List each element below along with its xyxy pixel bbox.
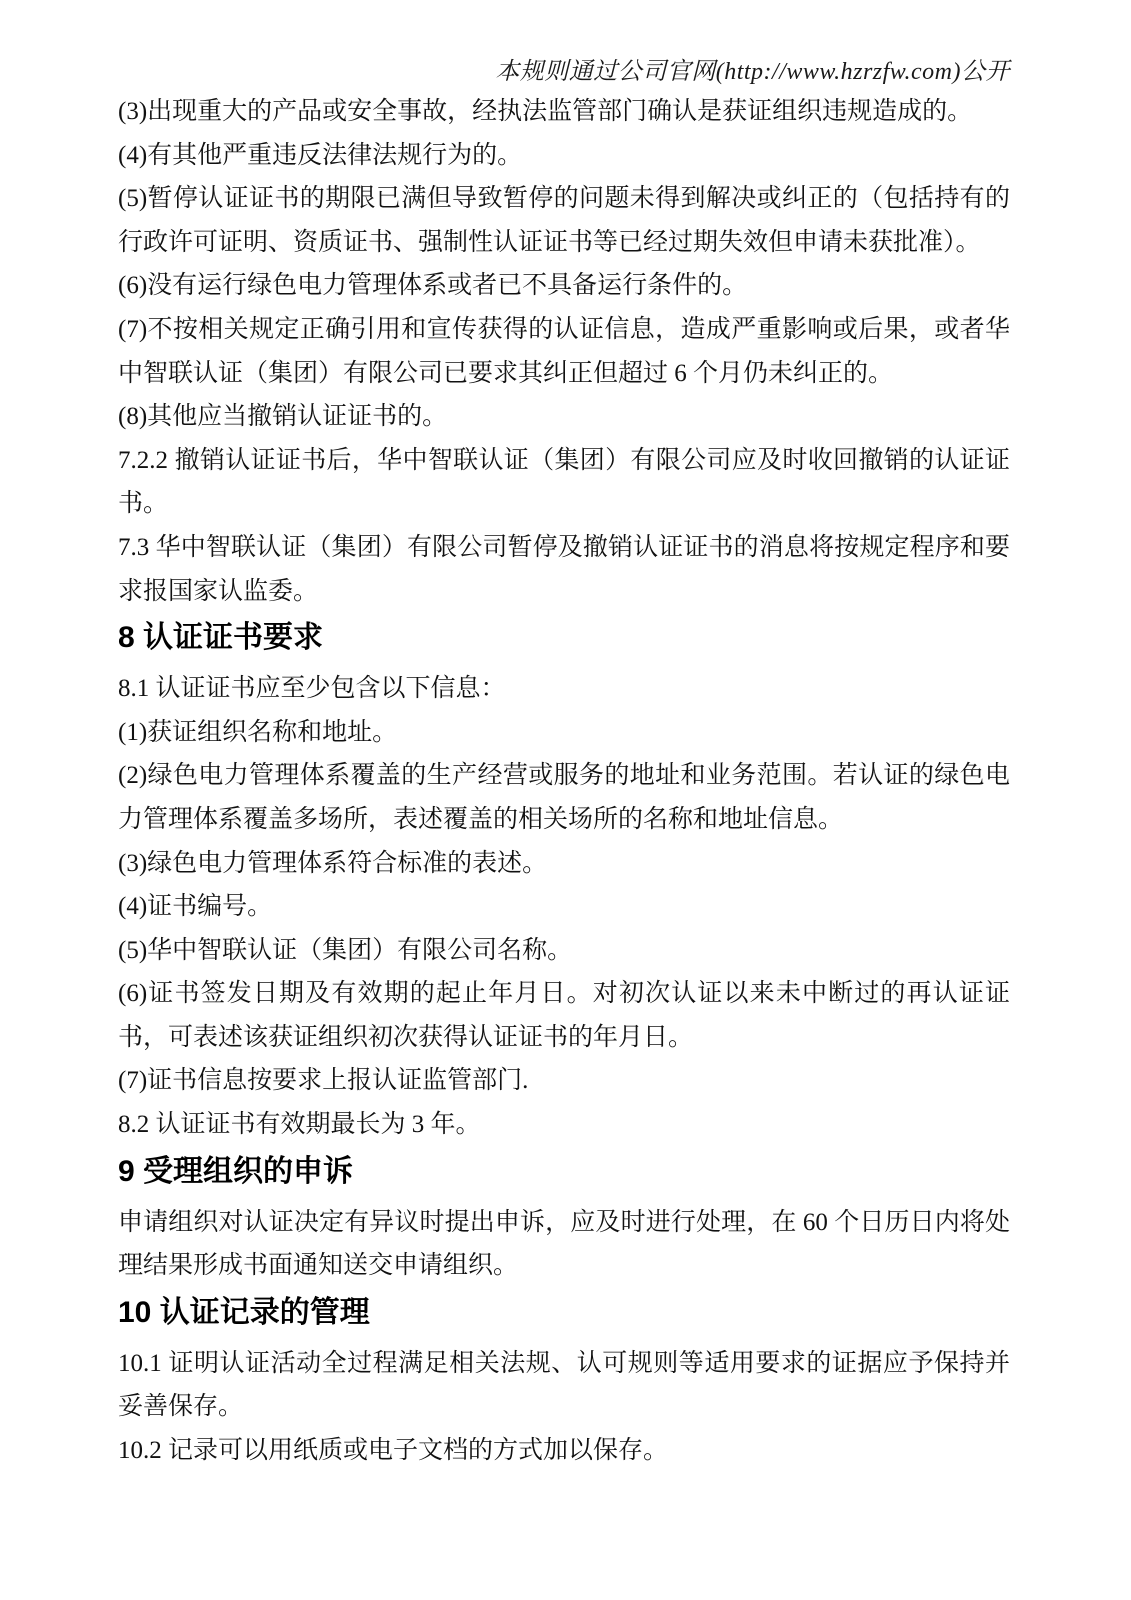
paragraph-cert-item-5: (5)华中智联认证（集团）有限公司名称。 xyxy=(118,936,573,964)
paragraph-item-5: (5)暂停认证证书的期限已满但导致暂停的问题未得到解决或纠正的（包括持有的行政许可证明、资质证书、强制性认证证书等已经过期失效但申请未获批准）。 xyxy=(118,185,1010,256)
paragraph-item-7: (7)不按相关规定正确引用和宣传获得的认证信息，造成严重影响或后果，或者华中智联认证（集团）有限公司已要求其纠正但超过 6 个月仍未纠正的。 xyxy=(118,315,1010,387)
paragraph-cert-item-1: (1)获证组织名称和地址。 xyxy=(118,718,398,746)
section-heading-10: 10 认证记录的管理 xyxy=(118,1295,370,1329)
paragraph-8-1: 8.1 认证证书应至少包含以下信息： xyxy=(118,675,506,703)
paragraph-cert-item-7: (7)证书信息按要求上报认证监管部门. xyxy=(118,1067,529,1095)
paragraph-10-1: 10.1 证明认证活动全过程满足相关法规、认可规则等适用要求的证据应予保持并妥善保存。 xyxy=(118,1349,1010,1421)
paragraph-item-8: (8)其他应当撤销认证证书的。 xyxy=(118,403,448,431)
paragraph-cert-item-6: (6)证书签发日期及有效期的起止年月日。对初次认证以来未中断过的再认证证书，可表述该获证组织初次获得认证证书的年月日。 xyxy=(118,980,1010,1051)
section-heading-8: 8 认证证书要求 xyxy=(118,621,324,655)
paragraph-item-4: (4)有其他严重违反法律法规行为的。 xyxy=(118,141,523,169)
section-heading-9: 9 受理组织的申诉 xyxy=(118,1154,354,1188)
document-body xyxy=(118,90,1010,1473)
paragraph-cert-item-2: (2)绿色电力管理体系覆盖的生产经营或服务的地址和业务范围。若认证的绿色电力管理体系覆盖多场所，表述覆盖的相关场所的名称和地址信息。 xyxy=(118,762,1010,833)
paragraph-8-2: 8.2 认证证书有效期最长为 3 年。 xyxy=(118,1111,481,1139)
page-header-note: 本规则通过公司官网(http://www.hzrzfw.com)公开 xyxy=(495,59,1010,85)
paragraph-appeal: 申请组织对认证决定有异议时提出申诉，应及时进行处理，在 60 个日历日内将处理结果形成书面通知送交申请组织。 xyxy=(118,1208,1010,1280)
paragraph-item-3: (3)出现重大的产品或安全事故，经执法监管部门确认是获证组织违规造成的。 xyxy=(118,98,973,125)
paragraph-7-3: 7.3 华中智联认证（集团）有限公司暂停及撤销认证证书的消息将按规定程序和要求报国家认监委。 xyxy=(118,533,1010,605)
paragraph-7-2-2: 7.2.2 撤销认证证书后，华中智联认证（集团）有限公司应及时收回撤销的认证证书。 xyxy=(118,446,1010,518)
paragraph-cert-item-4: (4)证书编号。 xyxy=(118,893,273,921)
paragraph-cert-item-3: (3)绿色电力管理体系符合标准的表述。 xyxy=(118,849,548,877)
paragraph-10-2: 10.2 记录可以用纸质或电子文档的方式加以保存。 xyxy=(118,1437,669,1465)
paragraph-item-6: (6)没有运行绿色电力管理体系或者已不具备运行条件的。 xyxy=(118,272,748,300)
